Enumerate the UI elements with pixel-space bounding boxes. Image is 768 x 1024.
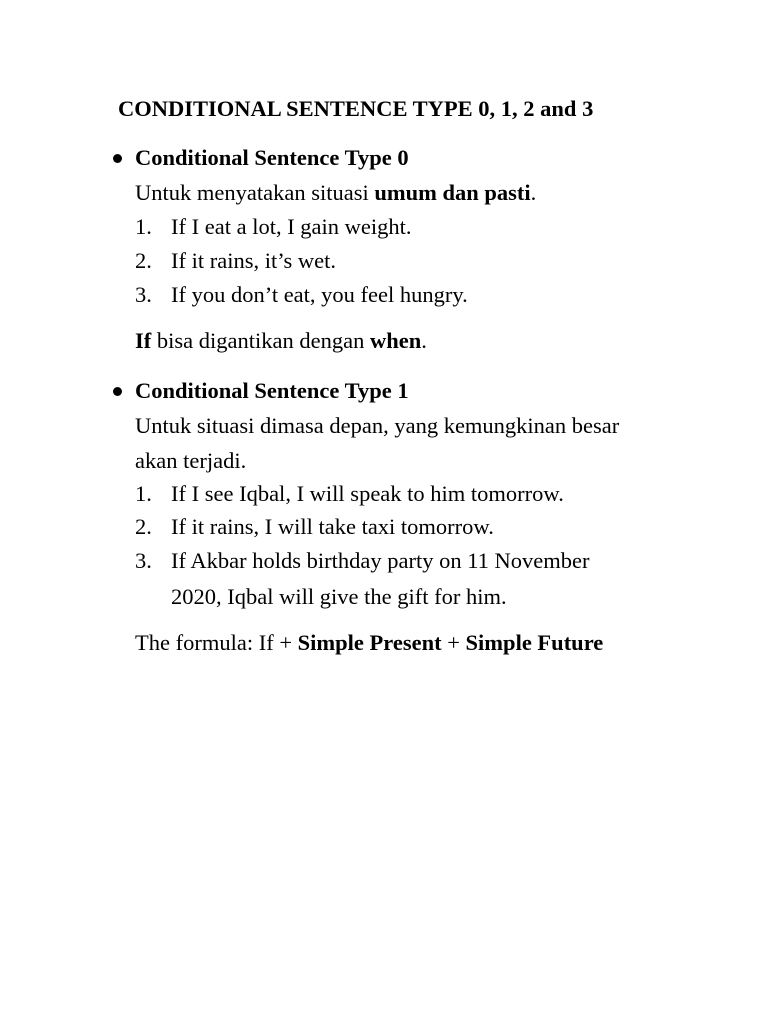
section-description-line: akan terjadi. xyxy=(135,448,247,473)
list-item-number: 2. xyxy=(135,248,152,273)
list-item-number: 1. xyxy=(135,214,152,239)
bullet-icon xyxy=(113,387,122,396)
list-item-number: 1. xyxy=(135,481,152,506)
list-item-number: 2. xyxy=(135,514,152,539)
list-item: If it rains, I will take taxi tomorrow. xyxy=(171,514,494,539)
section-description: Untuk menyatakan situasi umum dan pasti. xyxy=(135,180,537,205)
bullet-icon xyxy=(113,154,122,163)
list-item-continuation: 2020, Iqbal will give the gift for him. xyxy=(171,584,507,609)
section-description-line: Untuk situasi dimasa depan, yang kemungkinan besar xyxy=(135,413,620,438)
emphasis-text: Simple Future xyxy=(465,630,604,655)
emphasis-text: Simple Present xyxy=(297,630,442,655)
list-item: If Akbar holds birthday party on 11 November xyxy=(171,548,590,573)
list-item: If you don’t eat, you feel hungry. xyxy=(171,282,468,307)
list-item-number: 3. xyxy=(135,548,152,573)
section-heading: Conditional Sentence Type 0 xyxy=(135,145,409,170)
list-item: If it rains, it’s wet. xyxy=(171,248,336,273)
formula-line: The formula: If + Simple Present + Simple Future xyxy=(135,630,604,655)
emphasis-text: umum dan pasti xyxy=(374,180,531,205)
document-title: CONDITIONAL SENTENCE TYPE 0, 1, 2 and 3 xyxy=(118,96,594,121)
list-item-number: 3. xyxy=(135,282,152,307)
list-item: If I see Iqbal, I will speak to him tomorrow. xyxy=(171,481,564,506)
list-item: If I eat a lot, I gain weight. xyxy=(171,214,412,239)
section-note: If bisa digantikan dengan when. xyxy=(135,328,427,353)
section-heading: Conditional Sentence Type 1 xyxy=(135,378,409,403)
